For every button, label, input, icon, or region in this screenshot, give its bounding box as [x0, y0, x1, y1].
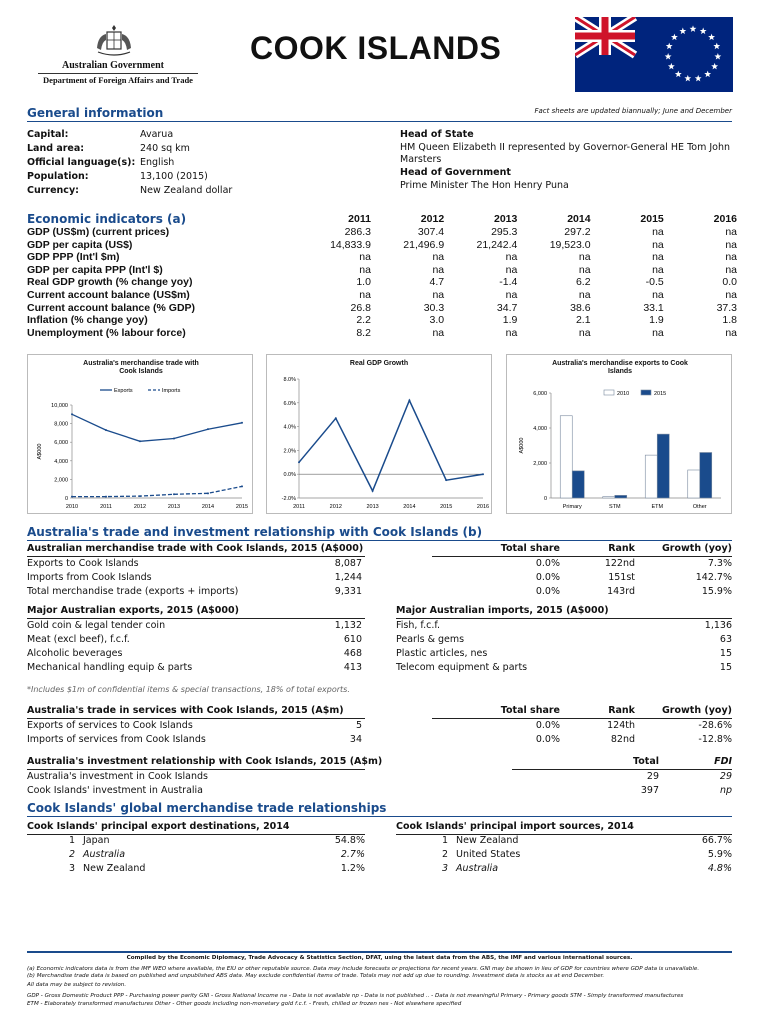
export-label: Mechanical handling equip & parts	[27, 662, 193, 673]
econ-row	[27, 251, 737, 264]
econ-label: GDP (US$m) (current prices)	[27, 226, 170, 238]
import-row	[396, 633, 732, 647]
bar-2015	[572, 471, 584, 498]
services-title-row	[27, 704, 732, 718]
y-axis-label: A$000	[37, 443, 43, 460]
section-rule	[27, 540, 732, 541]
x-tick-label: Primary	[562, 504, 582, 510]
econ-value: na	[652, 251, 664, 264]
econ-label: GDP PPP (Int'l $m)	[27, 251, 120, 264]
import-label: Pearls & gems	[396, 634, 465, 645]
econ-value: na	[725, 263, 737, 276]
econ-value: na	[432, 326, 445, 339]
econ-value: na	[432, 288, 445, 301]
imports-title: Major Australian imports, 2015 (A$000)	[396, 605, 609, 616]
footer-compiled: Compiled by the Economic Diplomacy, Trade Advocacy & Statistics Section, DFAT, using the latest data from the ABS, the IMF and various international sources.	[126, 955, 633, 961]
export-value: 610	[343, 634, 362, 645]
population-value: 13,100 (2015)	[140, 171, 208, 182]
global-import-row	[396, 848, 732, 862]
global-country: New Zealand	[83, 863, 146, 874]
global-share: 66.7%	[701, 835, 732, 846]
y-tick-label: 6.0%	[283, 400, 296, 407]
invest-total: 397	[640, 785, 659, 796]
econ-value: na	[578, 251, 591, 264]
econ-value: 286.3	[344, 226, 371, 238]
global-rank: 3	[441, 863, 448, 874]
footer-glossary-1: GDP - Gross Domestic Product PPP - Purchasing power parity GNI - Gross National Income na - Data is not available np - Data is not published .. - Data is not meaningful Primary - Primary goods STM - Simply transformed manufactures	[27, 993, 684, 999]
footer-rule	[27, 951, 732, 953]
services-title: Australia's trade in services with Cook Islands, 2015 (A$m)	[27, 705, 344, 716]
global-export-row	[27, 848, 365, 862]
general-heading: General information	[27, 106, 164, 120]
export-row	[27, 661, 365, 675]
data-point	[241, 422, 243, 424]
col-share: Total share	[500, 705, 560, 716]
merch-value: 1,244	[334, 572, 362, 583]
econ-table	[27, 212, 737, 339]
econ-value: na	[505, 326, 518, 339]
econ-value: na	[432, 251, 445, 264]
econ-value: na	[359, 251, 371, 264]
econ-row	[27, 314, 737, 327]
merch-rank: 143rd	[607, 586, 635, 597]
merch-title-row	[27, 542, 732, 556]
y-tick-label: 6,000	[54, 440, 68, 447]
y-tick-label: 10,000	[51, 403, 68, 409]
col-growth: Growth (yoy)	[662, 705, 732, 716]
econ-value: na	[359, 288, 371, 301]
data-point	[445, 479, 447, 481]
services-rank: 124th	[607, 720, 635, 731]
population-label: Population:	[27, 171, 89, 182]
global-country: New Zealand	[456, 835, 519, 846]
services-growth: -28.6%	[698, 720, 732, 731]
legend-swatch	[641, 390, 651, 395]
export-value: 413	[343, 662, 362, 673]
econ-value: na	[505, 288, 518, 301]
legend-label: 2010	[617, 391, 630, 397]
section-rule	[27, 121, 732, 122]
bar-2010	[688, 470, 700, 498]
y-tick-label: 4.0%	[283, 424, 296, 431]
econ-value: 38.6	[570, 301, 591, 314]
econ-value: -0.5	[645, 276, 664, 289]
econ-value: na	[578, 288, 591, 301]
gov-name: Australian Government	[62, 60, 164, 71]
econ-value: 37.3	[716, 301, 737, 314]
econ-value: na	[578, 326, 591, 339]
global-export-row	[27, 834, 365, 848]
econ-value: 3.0	[429, 314, 445, 327]
export-value: 468	[343, 648, 362, 659]
services-value: 34	[349, 734, 362, 745]
footer-note-b: (b) Merchandise trade data is based on published and unpublished ABS data. May exclude confidential items of trade. Totals may not add up due to rounding. Investment data is stocks as at end December.	[27, 973, 605, 979]
dept-name: Department of Foreign Affairs and Trade	[43, 75, 193, 85]
x-tick-label: 2014	[403, 504, 416, 510]
data-point	[372, 490, 374, 492]
econ-value: 21,496.9	[403, 238, 445, 251]
econ-value: na	[652, 326, 664, 339]
econ-row	[27, 289, 737, 302]
econ-value: na	[725, 238, 737, 251]
capital-label: Capital:	[27, 129, 69, 140]
merch-trade-chart	[27, 354, 253, 514]
col-growth: Growth (yoy)	[662, 543, 732, 554]
econ-value: na	[725, 226, 737, 238]
y-tick-label: 2,000	[533, 461, 547, 467]
year-col: 2013	[494, 213, 518, 225]
merch-label: Imports from Cook Islands	[27, 572, 152, 583]
data-point	[207, 428, 209, 430]
bar-2010	[603, 497, 615, 498]
merch-label: Total merchandise trade (exports + imports)	[27, 586, 239, 597]
export-label: Gold coin & legal tender coin	[27, 620, 166, 631]
global-import-row	[396, 862, 732, 876]
invest-row	[27, 784, 732, 798]
data-point	[105, 496, 107, 498]
flag-icon	[575, 17, 733, 92]
merch-share: 0.0%	[535, 558, 560, 569]
section-rule	[27, 816, 732, 817]
econ-value: 19,523.0	[549, 238, 591, 251]
econ-row	[27, 239, 737, 252]
page-title: COOK ISLANDS	[250, 30, 502, 66]
footer-note-c: All data may be subject to revision.	[27, 982, 127, 988]
econ-value: 30.3	[423, 301, 445, 314]
coat-of-arms-icon	[92, 22, 136, 58]
currency-label: Currency:	[27, 185, 79, 196]
import-value: 15	[719, 662, 732, 673]
col-fdi: FDI	[714, 756, 732, 767]
y-tick-label: 8.0%	[283, 377, 296, 383]
col-rank: Rank	[608, 705, 635, 716]
y-tick-label: -2.0%	[281, 496, 296, 502]
invest-label: Australia's investment in Cook Islands	[27, 771, 208, 782]
export-label: Meat (excl beef), f.c.f.	[27, 634, 130, 645]
econ-value: 1.9	[649, 314, 664, 327]
y-tick-label: 0	[543, 496, 547, 502]
x-tick-label: 2015	[235, 504, 249, 510]
bar-2015	[657, 434, 669, 498]
import-label: Plastic articles, nes	[396, 648, 488, 659]
global-share: 2.7%	[340, 849, 365, 860]
merch-growth: 15.9%	[701, 586, 732, 597]
data-point	[335, 417, 337, 419]
econ-value: 307.4	[417, 226, 445, 238]
econ-value: 1.9	[502, 314, 518, 327]
econ-value: 4.7	[429, 276, 445, 289]
head-of-government-label: Head of Government	[400, 167, 511, 178]
global-export-row	[27, 862, 365, 876]
econ-value: 1.8	[722, 314, 737, 327]
econ-value: na	[652, 226, 664, 238]
import-label: Telecom equipment & parts	[396, 662, 528, 673]
x-tick-label: 2014	[201, 504, 215, 510]
merch-value: 8,087	[334, 558, 362, 569]
col-total: Total	[633, 756, 659, 767]
import-value: 63	[719, 634, 732, 645]
econ-label: GDP per capita PPP (Int'l $)	[27, 263, 163, 276]
col-rank: Rank	[608, 543, 635, 554]
year-col: 2015	[640, 213, 664, 225]
global-country: Australia	[83, 849, 126, 860]
econ-value: 26.8	[350, 301, 371, 314]
services-share: 0.0%	[535, 734, 560, 745]
services-value: 5	[355, 720, 362, 731]
col-share: Total share	[500, 543, 560, 554]
x-tick-label: 2015	[440, 504, 453, 510]
area-label: Land area:	[27, 143, 85, 154]
econ-value: na	[725, 288, 737, 301]
data-point	[241, 485, 243, 487]
trade-heading: Australia's trade and investment relationship with Cook Islands (b)	[27, 525, 483, 539]
x-tick-label: 2012	[329, 504, 342, 510]
econ-row	[27, 264, 737, 277]
econ-row	[27, 276, 737, 289]
year-col: 2012	[420, 213, 445, 225]
data-point	[173, 437, 175, 439]
econ-label: Current account balance (US$m)	[27, 288, 190, 301]
gdp-growth-chart	[266, 354, 492, 514]
merch-share: 0.0%	[535, 572, 560, 583]
econ-label: Unemployment (% labour force)	[27, 326, 186, 339]
export-label: Alcoholic beverages	[27, 648, 123, 659]
merch-rank: 151st	[608, 572, 635, 583]
invest-title: Australia's investment relationship with Cook Islands, 2015 (A$m)	[27, 756, 383, 767]
services-label: Exports of services to Cook Islands	[27, 720, 193, 731]
econ-value: 34.7	[496, 301, 518, 314]
confidential-note: *Includes $1m of confidential items & special transactions, 18% of total exports.	[27, 685, 350, 694]
export-value: 1,132	[334, 620, 362, 631]
x-tick-label: 2011	[293, 504, 305, 510]
footer-note-a: (a) Economic indicators data is from the IMF WEO where available, the EIU or other reputable source. Data may include forecasts or projections for recent years. GNI may be shown in lieu of GDP for countries where GDP data is unavailable.	[27, 966, 700, 972]
econ-value: 2.2	[356, 314, 371, 327]
currency-value: New Zealand dollar	[140, 185, 233, 196]
econ-value: 33.1	[643, 301, 664, 314]
econ-value: 8.2	[356, 326, 371, 339]
invest-label: Cook Islands' investment in Australia	[27, 785, 203, 796]
y-tick-label: 6,000	[533, 391, 547, 397]
data-point	[173, 493, 175, 495]
global-import-row	[396, 834, 732, 848]
x-tick-label: 2016	[476, 504, 490, 510]
econ-label: Real GDP growth (% change yoy)	[27, 276, 193, 289]
year-col: 2011	[348, 213, 371, 225]
y-tick-label: 0	[64, 496, 68, 502]
merch-row	[27, 585, 732, 599]
import-row	[396, 619, 732, 633]
invest-fdi: 29	[719, 771, 732, 782]
x-tick-label: Other	[692, 504, 707, 510]
gdp-growth-line	[299, 400, 483, 491]
global-rank: 1	[441, 835, 448, 846]
bar-2010	[645, 455, 657, 498]
econ-value: na	[652, 238, 664, 251]
econ-value: 2.1	[575, 314, 591, 327]
data-point	[71, 413, 73, 415]
update-note: Fact sheets are updated biannually; June and December	[534, 107, 732, 115]
x-tick-label: 2010	[65, 504, 79, 510]
export-row	[27, 647, 365, 661]
econ-row	[27, 302, 737, 315]
head-of-government-value: Prime Minister The Hon Henry Puna	[400, 180, 569, 191]
global-rank: 2	[441, 849, 448, 860]
global-rank: 1	[68, 835, 75, 846]
invest-row	[27, 770, 732, 784]
services-share: 0.0%	[535, 720, 560, 731]
data-point	[482, 473, 484, 475]
econ-value: na	[432, 263, 445, 276]
econ-value: na	[725, 251, 737, 264]
merch-label: Exports to Cook Islands	[27, 558, 139, 569]
import-row	[396, 661, 732, 675]
services-rank: 82nd	[610, 734, 635, 745]
econ-value: na	[505, 251, 518, 264]
econ-header-row	[27, 212, 737, 226]
econ-value: 295.3	[491, 226, 518, 238]
econ-value: 1.0	[356, 276, 371, 289]
import-row	[396, 647, 732, 661]
econ-value: -1.4	[499, 276, 518, 289]
area-value: 240 sq km	[140, 143, 190, 154]
chart-title: Australia's merchandise exports to Cook Islands	[552, 360, 688, 375]
head-of-state-line1: HM Queen Elizabeth II represented by Governor-General HE Tom John	[400, 142, 731, 153]
econ-label: Inflation (% change yoy)	[27, 314, 148, 327]
global-heading: Cook Islands' global merchandise trade relationships	[27, 801, 387, 815]
chart-title: Australia's merchandise trade with Cook Islands	[83, 360, 199, 375]
header-rule	[38, 73, 198, 74]
econ-value: na	[359, 263, 371, 276]
merch-exports-chart	[506, 354, 732, 514]
x-tick-label: 2012	[133, 504, 147, 510]
econ-label: GDP per capita (US$)	[27, 238, 133, 251]
language-value: English	[140, 157, 175, 168]
merch-growth: 7.3%	[707, 558, 732, 569]
merch-share: 0.0%	[535, 586, 560, 597]
econ-value: na	[652, 288, 664, 301]
export-row	[27, 633, 365, 647]
global-rank: 3	[68, 863, 75, 874]
merch-title: Australian merchandise trade with Cook Islands, 2015 (A$000)	[27, 543, 364, 554]
data-point	[408, 399, 410, 401]
econ-row	[27, 226, 737, 239]
invest-title-row	[27, 755, 732, 769]
import-value: 1,136	[704, 620, 732, 631]
y-tick-label: 8,000	[54, 421, 68, 428]
x-tick-label: ETM	[651, 504, 664, 510]
data-point	[139, 440, 141, 442]
global-share: 1.2%	[340, 863, 365, 874]
import-value: 15	[719, 648, 732, 659]
x-tick-label: STM	[608, 504, 621, 510]
series-line-imports	[72, 486, 242, 496]
econ-value: na	[725, 326, 737, 339]
head-of-state-label: Head of State	[400, 129, 474, 140]
footer-glossary-2: ETM - Elaborately transformed manufactures Other - Other goods including non-monetary gold f.c.f. - Fresh, chilled or frozen nes - Not elsewhere specified	[27, 1001, 462, 1007]
merch-row	[27, 571, 732, 585]
services-label: Imports of services from Cook Islands	[27, 734, 206, 745]
legend-label: 2015	[654, 391, 667, 397]
merch-value: 9,331	[334, 586, 362, 597]
services-row	[27, 733, 732, 747]
merch-growth: 142.7%	[695, 572, 732, 583]
y-axis-label: A$000	[519, 437, 525, 454]
econ-value: 6.2	[575, 276, 591, 289]
head-of-state-line2: Marsters	[400, 154, 442, 165]
global-rank: 2	[68, 849, 75, 860]
data-point	[207, 492, 209, 494]
invest-total: 29	[646, 771, 659, 782]
econ-row	[27, 327, 737, 340]
services-row	[27, 719, 732, 733]
exports-title: Major Australian exports, 2015 (A$000)	[27, 605, 239, 616]
capital-value: Avarua	[140, 129, 174, 140]
x-tick-label: 2011	[100, 504, 112, 510]
econ-value: 21,242.4	[476, 238, 518, 251]
legend-swatch	[604, 390, 614, 395]
y-tick-label: 2.0%	[283, 448, 296, 455]
econ-heading: Economic indicators (a)	[27, 212, 187, 226]
y-tick-label: 4,000	[533, 426, 547, 432]
global-country: United States	[456, 849, 521, 860]
global-country: Australia	[456, 863, 499, 874]
econ-value: 297.2	[564, 226, 591, 238]
bar-2015	[615, 495, 627, 498]
invest-fdi: np	[719, 785, 732, 796]
econ-value: na	[652, 263, 664, 276]
merch-rank: 122nd	[604, 558, 635, 569]
series-line-exports	[72, 414, 242, 441]
global-share: 54.8%	[334, 835, 365, 846]
econ-value: na	[578, 263, 591, 276]
bar-2010	[560, 416, 572, 498]
legend-label: Exports	[114, 388, 133, 394]
year-col: 2014	[567, 213, 591, 225]
export-row	[27, 619, 365, 633]
x-tick-label: 2013	[167, 504, 181, 510]
global-exports-title: Cook Islands' principal export destinations, 2014	[27, 821, 290, 832]
global-country: Japan	[83, 835, 110, 846]
bar-2015	[700, 453, 712, 499]
chart-title: Real GDP Growth	[349, 360, 409, 367]
econ-label: Current account balance (% GDP)	[27, 301, 196, 314]
data-point	[298, 461, 300, 463]
legend-label: Imports	[162, 388, 181, 394]
global-share: 5.9%	[707, 849, 732, 860]
services-growth: -12.8%	[698, 734, 732, 745]
global-imports-title: Cook Islands' principal import sources, 2014	[396, 821, 634, 832]
data-point	[71, 496, 73, 498]
year-col: 2016	[713, 213, 737, 225]
econ-value: na	[505, 263, 518, 276]
data-point	[105, 429, 107, 431]
x-tick-label: 2013	[366, 504, 379, 510]
language-label: Official language(s):	[27, 157, 136, 168]
data-point	[139, 495, 141, 497]
econ-value: 14,833.9	[330, 238, 371, 251]
econ-value: 0.0	[722, 276, 737, 289]
y-tick-label: 4,000	[54, 458, 68, 465]
global-share: 4.8%	[707, 863, 732, 874]
import-label: Fish, f.c.f.	[396, 620, 441, 631]
merch-row	[27, 557, 732, 571]
y-tick-label: 2,000	[54, 477, 68, 484]
y-tick-label: 0.0%	[283, 472, 296, 479]
